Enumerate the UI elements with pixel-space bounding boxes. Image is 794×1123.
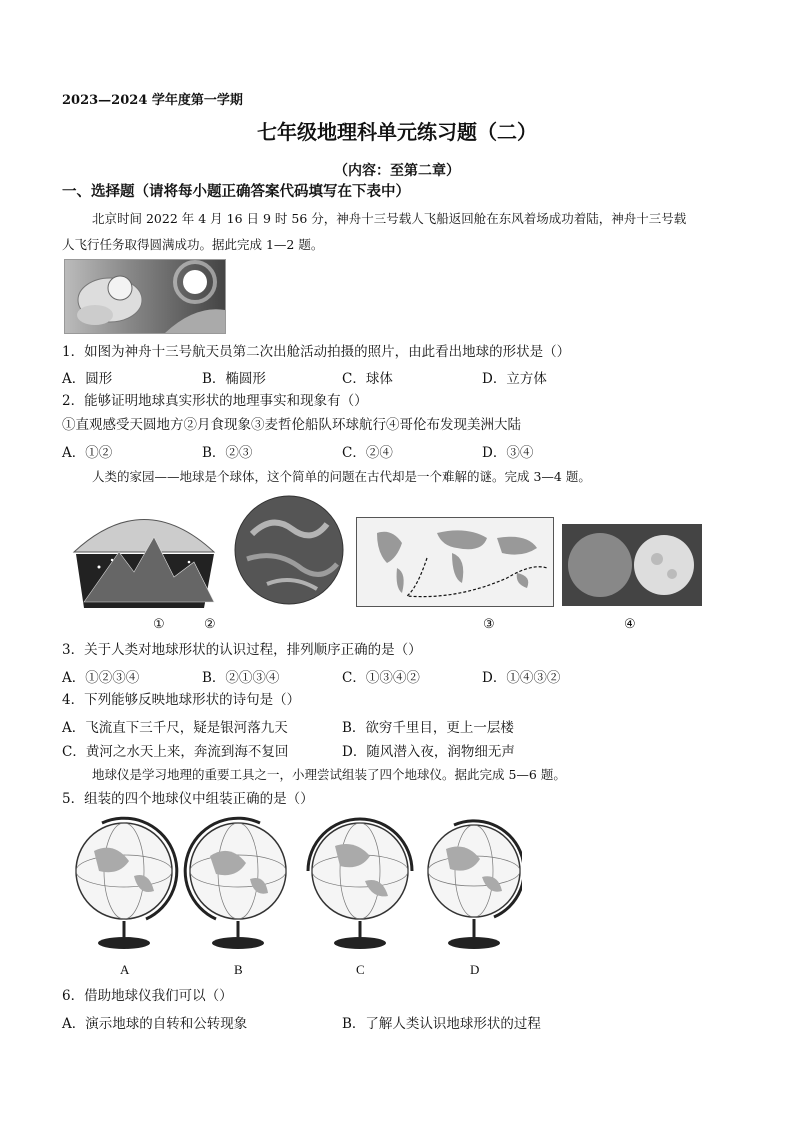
earth-photo-graphic — [232, 494, 346, 606]
q1-option-a[interactable]: A．圆形 — [62, 371, 113, 387]
q3-option-c[interactable]: C．①③④② — [342, 670, 420, 686]
globe-figures — [66, 816, 522, 950]
q6-option-b[interactable]: B．了解人类认识地球形状的过程 — [342, 1016, 541, 1032]
intro3-line1: 地球仪是学习地理的重要工具之一，小理尝试组装了四个地球仪。据此完成 5—6 题。 — [92, 767, 566, 782]
figure-caption-2: ② — [204, 617, 216, 632]
figure-4-lunar-eclipse — [562, 524, 702, 606]
globe-label-d: D — [470, 962, 480, 977]
q3-option-d[interactable]: D．①④③② — [482, 670, 561, 686]
q2-option-a[interactable]: A．①② — [62, 445, 113, 461]
globe-b — [185, 818, 286, 949]
globe-d — [428, 821, 522, 949]
q2-facts: ①直观感受天圆地方②月食现象③麦哲伦船队环球航行④哥伦布发现美洲大陆 — [62, 417, 521, 433]
q1-option-d[interactable]: D．立方体 — [482, 371, 547, 387]
q4-option-c[interactable]: C．黄河之水天上来，奔流到海不复回 — [62, 744, 289, 760]
figure-1-sky-dome — [64, 492, 224, 608]
figure-caption-3: ③ — [483, 617, 495, 632]
route-map-graphic — [357, 518, 553, 606]
lunar-eclipse-graphic — [562, 524, 702, 606]
intro2-line1: 人类的家园——地球是个球体，这个简单的问题在古代却是一个难解的谜。完成 3—4 题。 — [92, 469, 591, 484]
q4-stem: 4．下列能够反映地球形状的诗句是（） — [62, 692, 301, 708]
q2-stem: 2．能够证明地球真实形状的地理事实和现象有（） — [62, 393, 368, 409]
astronaut-photo — [64, 259, 226, 334]
page-title: 七年级地理科单元练习题（二） — [257, 120, 537, 144]
intro1-line2: 人飞行任务取得圆满成功。据此完成 1—2 题。 — [62, 237, 324, 252]
q4-option-b[interactable]: B．欲穷千里目，更上一层楼 — [342, 720, 514, 736]
section-heading: 一、选择题（请将每小题正确答案代码填写在下表中） — [62, 183, 410, 200]
q3-option-b[interactable]: B．②①③④ — [202, 670, 280, 686]
globe-label-b: B — [234, 962, 243, 977]
astronaut-photo-graphic — [65, 260, 225, 333]
globe-label-c: C — [356, 962, 365, 977]
q1-option-b[interactable]: B．椭圆形 — [202, 371, 266, 387]
globe-label-a: A — [120, 962, 130, 977]
globe-a — [76, 818, 177, 949]
q1-option-c[interactable]: C．球体 — [342, 371, 393, 387]
intro1-line1: 北京时间 2022 年 4 月 16 日 9 时 56 分，神舟十三号载人飞船返回舱在东风着场成功着陆，神舟十三号载 — [92, 211, 687, 226]
figure-caption-4: ④ — [624, 617, 636, 632]
sky-dome-graphic — [64, 492, 224, 608]
q5-stem: 5．组装的四个地球仪中组装正确的是（） — [62, 791, 314, 807]
q4-option-a[interactable]: A．飞流直下三千尺，疑是银河落九天 — [62, 720, 288, 736]
q3-option-a[interactable]: A．①②③④ — [62, 670, 140, 686]
q2-option-d[interactable]: D．③④ — [482, 445, 534, 461]
q3-stem: 3．关于人类对地球形状的认识过程，排列顺序正确的是（） — [62, 642, 422, 658]
globe-c — [308, 819, 412, 949]
q4-option-d[interactable]: D．随风潜入夜，润物细无声 — [342, 744, 515, 760]
globes-graphic — [66, 816, 522, 950]
page-subtitle: （内容：至第二章） — [334, 163, 460, 179]
term-label: 2023—2024 学年度第一学期 — [62, 93, 243, 108]
q6-option-a[interactable]: A．演示地球的自转和公转现象 — [62, 1016, 248, 1032]
q2-option-b[interactable]: B．②③ — [202, 445, 253, 461]
q2-option-c[interactable]: C．②④ — [342, 445, 393, 461]
q6-stem: 6．借助地球仪我们可以（） — [62, 988, 233, 1004]
figure-2-earth-photo — [232, 494, 346, 606]
figure-caption-1: ① — [153, 617, 165, 632]
figure-3-magellan-route-map — [356, 517, 554, 607]
q1-stem: 1．如图为神舟十三号航天员第二次出舱活动拍摄的照片，由此看出地球的形状是（） — [62, 344, 571, 360]
